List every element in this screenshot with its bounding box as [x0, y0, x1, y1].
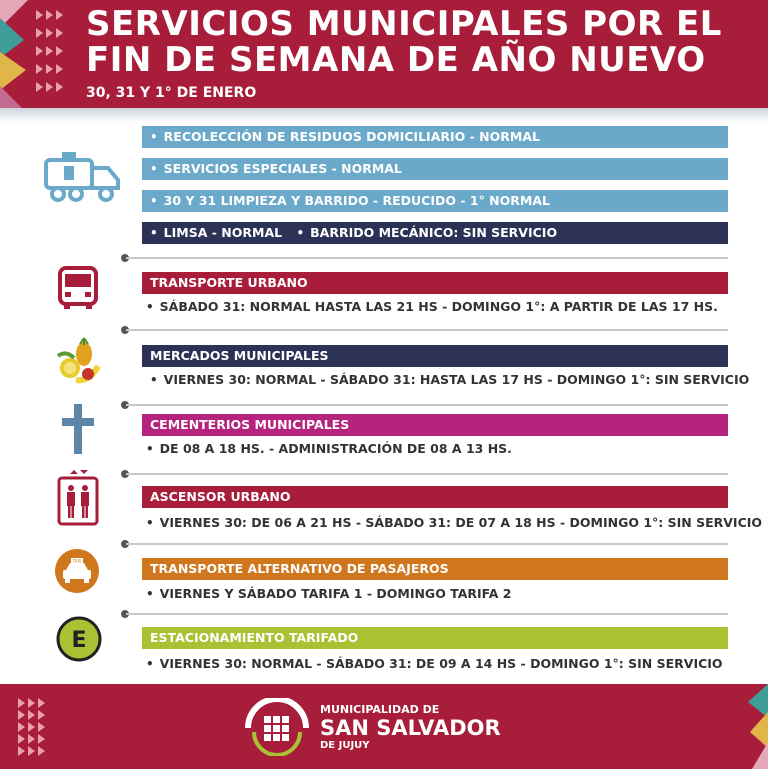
section-title-ascensor	[142, 486, 728, 508]
separator-line	[126, 257, 728, 259]
section-title-label: TRANSPORTE ALTERNATIVO DE PASAJEROS	[150, 561, 449, 576]
bullet: •	[150, 373, 158, 387]
residuos-item-2	[142, 158, 728, 180]
bullet: •	[150, 162, 158, 176]
section-title-label: TRANSPORTE URBANO	[150, 275, 308, 290]
bullet: •	[146, 516, 154, 530]
municipality-line-1: MUNICIPALIDAD DE	[320, 703, 440, 716]
parking-letter: E	[71, 628, 87, 653]
separator-line	[126, 543, 728, 545]
residuos-item-1-label: RECOLECCIÓN DE RESIDUOS DOMICILIARIO - NORMAL	[163, 129, 540, 144]
header-arrows	[36, 10, 76, 100]
bus-icon	[56, 266, 100, 314]
section-detail-label: DE 08 A 18 HS. - ADMINISTRACIÓN DE 08 A 13 HS.	[159, 441, 512, 456]
separator-line	[126, 404, 728, 406]
section-detail-label: VIERNES Y SÁBADO TARIFA 1 - DOMINGO TARIFA 2	[159, 586, 512, 601]
footer-decoration	[748, 684, 768, 769]
municipality-line-2: SAN SALVADOR	[320, 716, 501, 740]
section-detail-label: SÁBADO 31: NORMAL HASTA LAS 21 HS - DOMINGO 1°: A PARTIR DE LAS 17 HS.	[159, 299, 718, 314]
residuos-item-3	[142, 190, 728, 212]
section-detail-transporte-alternativo	[146, 586, 512, 601]
residuos-item-1	[142, 126, 728, 148]
header-banner	[0, 0, 768, 108]
title-line-1: SERVICIOS MUNICIPALES POR EL	[86, 4, 722, 44]
bullet: •	[146, 442, 154, 456]
residuos-item-2-label: SERVICIOS ESPECIALES - NORMAL	[163, 161, 402, 176]
parking-e-icon	[56, 616, 102, 666]
bullet: •	[296, 226, 305, 240]
municipality-name	[320, 703, 501, 751]
cross-icon	[62, 404, 94, 458]
barrido-label: BARRIDO MECÁNICO: SIN SERVICIO	[310, 225, 558, 240]
section-detail-estacionamiento	[146, 656, 723, 671]
fruits-icon	[54, 336, 102, 392]
section-title-label: MERCADOS MUNICIPALES	[150, 348, 329, 363]
section-title-label: ESTACIONAMIENTO TARIFADO	[150, 630, 359, 645]
separator-line	[126, 613, 728, 615]
footer-arrows	[18, 698, 45, 758]
garbage-truck-icon	[42, 150, 122, 206]
section-detail-transporte-urbano	[146, 299, 718, 314]
section-title-transporte-alternativo	[142, 558, 728, 580]
bullet: •	[150, 194, 158, 208]
residuos-item-3-label: 30 Y 31 LIMPIEZA Y BARRIDO - REDUCIDO - 1° NORMAL	[163, 193, 550, 208]
section-detail-cementerios	[146, 441, 512, 456]
taxi-sign-text: TAXI	[72, 558, 82, 564]
header-decoration	[0, 0, 28, 108]
section-detail-label: VIERNES 30: DE 06 A 21 HS - SÁBADO 31: DE 07 A 18 HS - DOMINGO 1°: SIN SERVICIO	[159, 515, 763, 530]
limsa-label: LIMSA - NORMAL	[163, 225, 283, 240]
bullet: •	[146, 300, 154, 314]
page-subtitle: 30, 31 Y 1° DE ENERO	[86, 85, 257, 101]
section-title-mercados	[142, 345, 728, 367]
section-title-estacionamiento	[142, 627, 728, 649]
bullet: •	[150, 130, 158, 144]
separator-line	[126, 473, 728, 475]
footer-banner	[0, 684, 768, 769]
section-detail-label: VIERNES 30: NORMAL - SÁBADO 31: HASTA LAS 17 HS - DOMINGO 1°: SIN SERVICIO	[163, 372, 750, 387]
section-title-transporte-urbano	[142, 272, 728, 294]
header-shadow	[0, 108, 768, 122]
section-title-label: ASCENSOR URBANO	[150, 489, 291, 504]
section-title-label: CEMENTERIOS MUNICIPALES	[150, 417, 350, 432]
limsa-bar	[142, 222, 728, 244]
section-detail-label: VIERNES 30: NORMAL - SÁBADO 31: DE 09 A 14 HS - DOMINGO 1°: SIN SERVICIO	[159, 656, 723, 671]
bullet: •	[150, 226, 158, 240]
title-line-2: FIN DE SEMANA DE AÑO NUEVO	[86, 40, 706, 80]
taxi-icon	[54, 548, 100, 598]
section-detail-mercados	[150, 372, 749, 387]
bullet: •	[146, 587, 154, 601]
municipality-line-3: DE JUJUY	[320, 740, 370, 751]
section-detail-ascensor	[146, 515, 762, 530]
section-title-cementerios	[142, 414, 728, 436]
page-title	[86, 6, 766, 78]
bullet: •	[146, 657, 154, 671]
municipality-logo-icon	[244, 698, 310, 756]
elevator-icon	[56, 470, 100, 530]
separator-line	[126, 329, 728, 331]
